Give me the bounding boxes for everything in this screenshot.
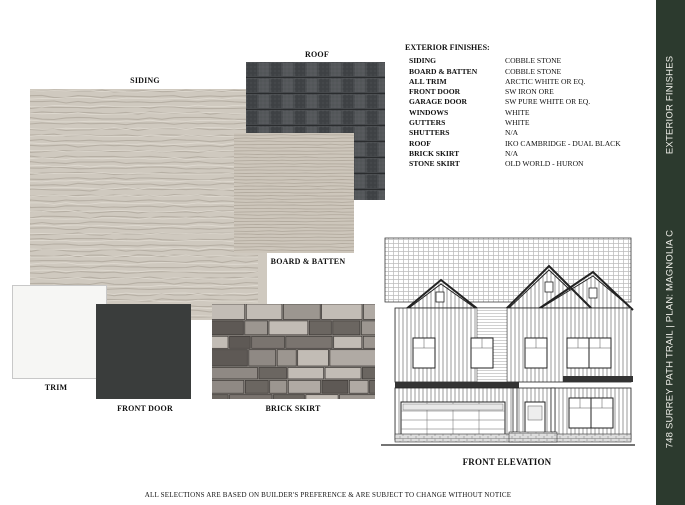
front-door-label: FRONT DOOR [117, 404, 173, 413]
sidebar-title [665, 56, 676, 449]
finish-row [405, 77, 621, 87]
sidebar-project: 748 SURREY PATH TRAIL | PLAN: MAGNOLIA C [664, 229, 676, 449]
finish-row [405, 128, 621, 138]
stone-texture [212, 304, 375, 399]
finish-label: ROOF [409, 138, 431, 148]
roof-label: ROOF [305, 50, 329, 59]
finish-value: IKO CAMBRIDGE - DUAL BLACK [505, 138, 621, 148]
trim-swatch [12, 285, 107, 379]
finish-row [405, 139, 621, 149]
finish-row [405, 56, 621, 66]
brick-skirt-label: BRICK SKIRT [265, 404, 321, 413]
finish-value: ARCTIC WHITE OR EQ. [505, 76, 586, 86]
finish-row [405, 97, 621, 107]
finish-value: WHITE [505, 107, 530, 117]
finish-row [405, 67, 621, 77]
finish-label: GARAGE DOOR [409, 97, 468, 107]
siding-label: SIDING [130, 76, 160, 85]
finish-row [405, 118, 621, 128]
finish-label: WINDOWS [409, 107, 449, 117]
finish-value: SW IRON ORE [505, 87, 554, 97]
finish-value: N/A [505, 128, 519, 138]
sidebar-heading: EXTERIOR FINISHES [664, 55, 676, 155]
finish-row [405, 108, 621, 118]
finish-label: ALL TRIM [409, 76, 447, 86]
finish-value: SW PURE WHITE OR EQ. [505, 97, 591, 107]
finish-label: SIDING [409, 56, 437, 66]
finish-row [405, 149, 621, 159]
front-elevation-label: FRONT ELEVATION [462, 457, 552, 467]
disclaimer: ALL SELECTIONS ARE BASED ON BUILDER'S PREFERENCE & ARE SUBJECT TO CHANGE WITHOUT NOTICE [144, 491, 512, 499]
finish-value: WHITE [505, 118, 530, 128]
finish-label: SHUTTERS [409, 128, 450, 138]
finish-label: STONE SKIRT [409, 159, 460, 169]
board-batten-label: BOARD & BATTEN [270, 257, 346, 266]
finish-value: OLD WORLD - HURON [505, 159, 584, 169]
front-elevation-drawing [381, 236, 635, 452]
trim-label: TRIM [44, 383, 68, 392]
finish-label: FRONT DOOR [409, 87, 461, 97]
finish-value: N/A [505, 148, 519, 158]
stone-skirt-swatch [212, 304, 375, 399]
front-door-swatch [96, 304, 191, 399]
finish-row [405, 159, 621, 169]
finish-row [405, 87, 621, 97]
finish-value: COBBLE STONE [505, 66, 562, 76]
finish-label: BOARD & BATTEN [409, 66, 478, 76]
finish-label: GUTTERS [409, 118, 446, 128]
finish-value: COBBLE STONE [505, 56, 562, 66]
finishes-title: EXTERIOR FINISHES: [405, 43, 490, 52]
board-batten-swatch [234, 133, 354, 253]
board-batten-texture [234, 133, 354, 253]
finishes-list [405, 43, 621, 170]
finish-label: BRICK SKIRT [409, 148, 460, 158]
